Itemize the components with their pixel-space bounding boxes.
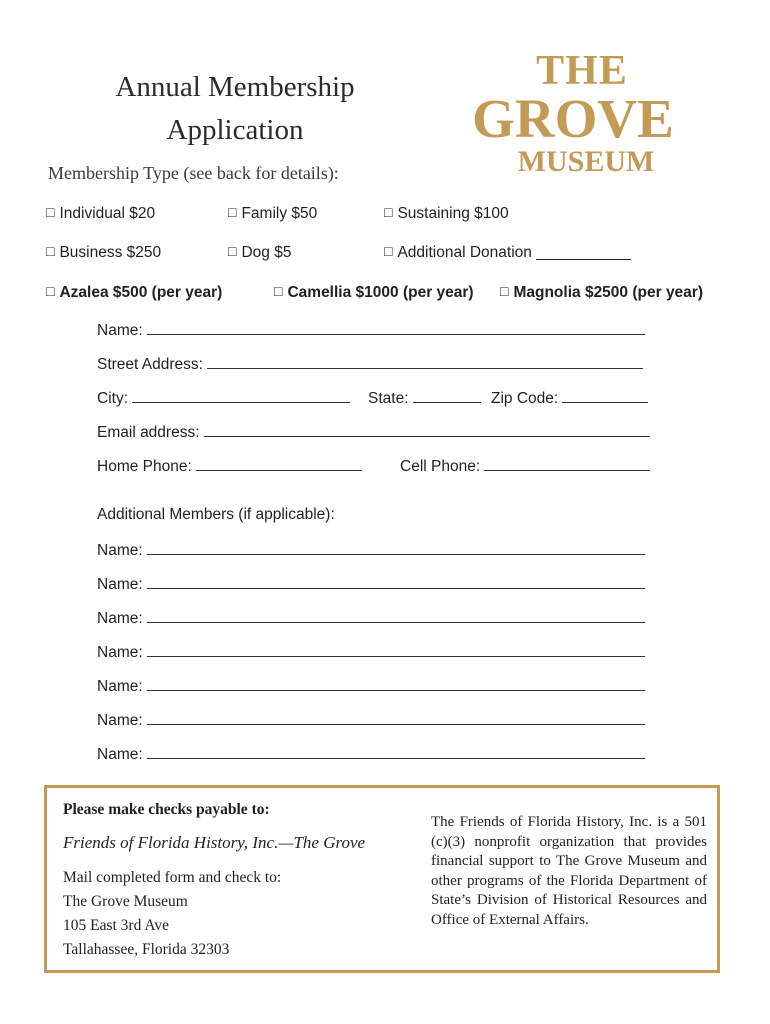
address-line-3: Tallahassee, Florida 32303 <box>63 941 230 958</box>
address-line-2: 105 East 3rd Ave <box>63 917 170 934</box>
home-phone-field[interactable] <box>97 456 362 476</box>
email-field[interactable] <box>97 422 650 442</box>
city-input-line[interactable] <box>132 388 350 403</box>
option-label: Azalea $500 (per year) <box>59 284 223 301</box>
additional-member-row[interactable] <box>97 676 645 696</box>
city-field[interactable] <box>97 388 350 408</box>
additional-name-label: Name: <box>97 542 143 559</box>
title-line-1: Annual Membership <box>115 71 355 103</box>
address-line-1: The Grove Museum <box>63 893 188 910</box>
home-phone-label: Home Phone: <box>97 458 192 475</box>
option-azalea[interactable] <box>46 284 222 302</box>
logo-the: THE <box>536 48 628 94</box>
grove-museum-logo <box>458 50 688 178</box>
street-address-label: Street Address: <box>97 356 203 373</box>
state-input-line[interactable] <box>413 388 481 403</box>
additional-name-label: Name: <box>97 678 143 695</box>
name-input-line[interactable] <box>147 320 645 335</box>
zip-code-input-line[interactable] <box>562 388 648 403</box>
checks-payable-heading: Please make checks payable to: <box>63 801 270 818</box>
street-address-input-line[interactable] <box>207 354 643 369</box>
cell-phone-input-line[interactable] <box>484 456 650 471</box>
checkbox-icon[interactable]: □ <box>274 283 283 299</box>
checkbox-icon[interactable]: □ <box>500 283 509 299</box>
nonprofit-statement: The Friends of Florida History, Inc. is a 501 (c)(3) nonprofit organization that provides financial support to The Grove Museum and other programs of the Florida Department of State’s Division of Historical Resources and Office of External Affairs. <box>431 814 707 928</box>
logo-grove: GROVE <box>472 88 674 149</box>
additional-name-input-line[interactable] <box>147 642 645 657</box>
additional-name-input-line[interactable] <box>147 710 645 725</box>
additional-member-row[interactable] <box>97 608 645 628</box>
additional-name-label: Name: <box>97 576 143 593</box>
additional-members-heading: Additional Members (if applicable): <box>97 506 335 523</box>
option-camellia[interactable] <box>274 284 474 302</box>
zip-code-label: Zip Code: <box>491 390 559 407</box>
option-family[interactable] <box>228 205 317 223</box>
option-label: Magnolia $2500 (per year) <box>513 284 703 301</box>
checkbox-icon[interactable]: □ <box>46 243 55 259</box>
option-label: Additional Donation ___________ <box>397 244 632 261</box>
option-business[interactable] <box>46 244 161 262</box>
additional-name-label: Name: <box>97 712 143 729</box>
option-label: Camellia $1000 (per year) <box>287 284 474 301</box>
city-label: City: <box>97 390 128 407</box>
option-label: Sustaining $100 <box>397 205 509 222</box>
additional-name-label: Name: <box>97 644 143 661</box>
additional-name-input-line[interactable] <box>147 676 645 691</box>
page-title <box>75 66 395 152</box>
option-label: Business $250 <box>59 244 162 261</box>
additional-name-input-line[interactable] <box>147 540 645 555</box>
name-label: Name: <box>97 322 143 339</box>
additional-name-label: Name: <box>97 610 143 627</box>
home-phone-input-line[interactable] <box>196 456 362 471</box>
zip-code-field[interactable] <box>491 388 648 408</box>
additional-name-label: Name: <box>97 746 143 763</box>
checkbox-icon[interactable]: □ <box>228 204 237 220</box>
additional-name-input-line[interactable] <box>147 608 645 623</box>
option-dog[interactable] <box>228 244 291 262</box>
checkbox-icon[interactable]: □ <box>46 283 55 299</box>
mail-instructions: Mail completed form and check to: <box>63 869 282 886</box>
additional-member-row[interactable] <box>97 744 645 764</box>
checkbox-icon[interactable]: □ <box>384 204 393 220</box>
additional-name-input-line[interactable] <box>147 574 645 589</box>
option-label: Individual $20 <box>59 205 156 222</box>
cell-phone-field[interactable] <box>400 456 650 476</box>
title-line-2: Application <box>166 114 304 146</box>
checkbox-icon[interactable]: □ <box>384 243 393 259</box>
option-individual[interactable] <box>46 205 155 223</box>
membership-type-heading: Membership Type (see back for details): <box>48 163 339 183</box>
state-label: State: <box>368 390 409 407</box>
option-sustaining[interactable] <box>384 205 509 223</box>
additional-member-row[interactable] <box>97 574 645 594</box>
additional-member-row[interactable] <box>97 540 645 560</box>
logo-museum: MUSEUM <box>517 145 655 178</box>
option-additional-donation[interactable] <box>384 244 631 262</box>
option-label: Dog $5 <box>241 244 292 261</box>
checkbox-icon[interactable]: □ <box>46 204 55 220</box>
email-input-line[interactable] <box>204 422 650 437</box>
street-address-field[interactable] <box>97 354 643 374</box>
cell-phone-label: Cell Phone: <box>400 458 481 475</box>
state-field[interactable] <box>368 388 481 408</box>
payee-name: Friends of Florida History, Inc.—The Grove <box>63 833 366 852</box>
additional-member-row[interactable] <box>97 642 645 662</box>
additional-member-row[interactable] <box>97 710 645 730</box>
checkbox-icon[interactable]: □ <box>228 243 237 259</box>
additional-name-input-line[interactable] <box>147 744 645 759</box>
name-field[interactable] <box>97 320 645 340</box>
option-label: Family $50 <box>241 205 318 222</box>
option-magnolia[interactable] <box>500 284 703 302</box>
email-label: Email address: <box>97 424 200 441</box>
